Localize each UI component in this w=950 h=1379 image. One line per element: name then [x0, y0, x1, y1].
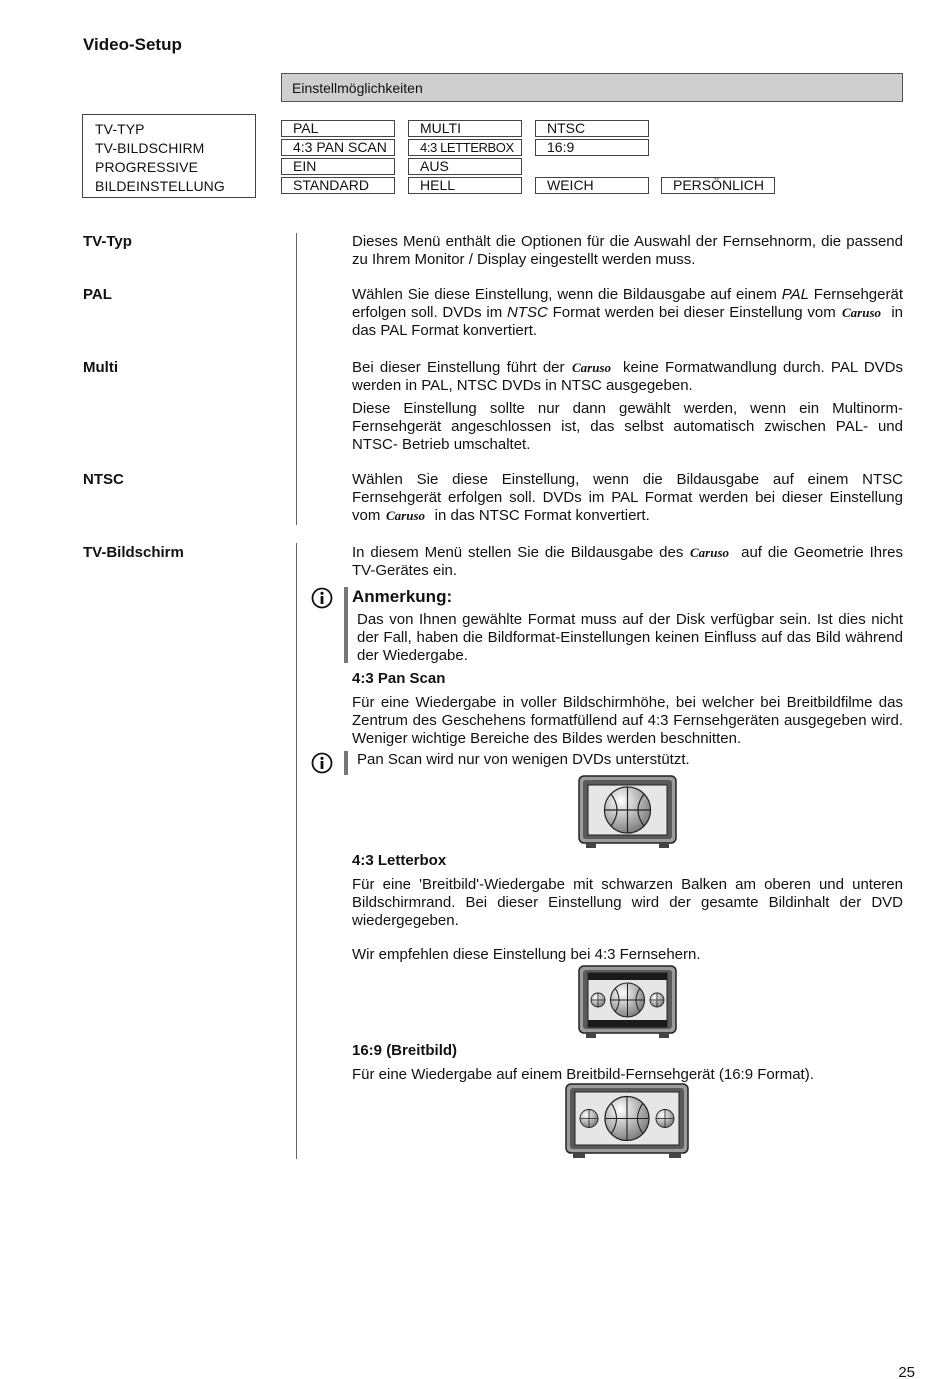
pan-scan-description: Für eine Wiedergabe in voller Bildschirmhöhe, bei welcher bei Breitbildfilme das Zentrum des Geschehens formatfüllend auf 4:3 Fernsehgeräten ausgegeben wird. Weniger wichtige Bereiche des Bildes werden beschnitten.: [352, 694, 903, 747]
note-bar: [344, 587, 348, 663]
option-standard: STANDARD: [281, 177, 395, 194]
svg-text:Caruso: Caruso: [841, 306, 881, 320]
option-ein: EIN: [281, 158, 395, 175]
note-text: Das von Ihnen gewählte Format muss auf der Disk verfügbar sein. Ist dies nicht der Fall, haben die Bildformat-Einstellungen keinen Einfluss auf das Bild während der Wiedergabe.: [357, 611, 903, 664]
ntsc-description: Wählen Sie diese Einstellung, wenn die Bildausgabe auf einem NTSC Fernsehgerät erfolgen soll. DVDs im PAL Format werden bei dieser Einstellung vom Caruso in das NTSC Format konvertiert.: [352, 471, 903, 524]
pan-scan-heading: 4:3 Pan Scan: [352, 670, 446, 687]
letterbox-description: Für eine 'Breitbild'-Wiedergabe mit schwarzen Balken am oberen und unteren Bildschirmrand. Bei dieser Einstellung wird der gesamte Bildinhalt der DVD wiedergegeben.: [352, 876, 903, 929]
brand-logo: [689, 546, 735, 560]
letterbox-heading: 4:3 Letterbox: [352, 852, 447, 869]
option-aus: AUS: [408, 158, 522, 175]
brand-logo: [385, 509, 431, 523]
menu-item-bildeinstellung: BILDEINSTELLUNG: [95, 178, 225, 194]
basketball-icon: [605, 1097, 649, 1141]
tv-icon: [578, 965, 677, 1040]
multi-description: Bei dieser Einstellung führt der Caruso keine Formatwandlung durch. PAL DVDs werden in PAL, NTSC DVDs in NTSC ausgegeben.: [352, 359, 904, 394]
wide-heading: 16:9 (Breitbild): [352, 1042, 458, 1059]
tv-icon: [578, 775, 677, 850]
column-divider: [296, 543, 297, 1159]
menu-item-tv-typ: TV-TYP: [95, 121, 145, 137]
info-icon: [311, 587, 333, 609]
section-label-ntsc: NTSC: [83, 471, 124, 488]
svg-text:Caruso: Caruso: [690, 546, 730, 560]
svg-text:Caruso: Caruso: [385, 509, 425, 523]
tv-icon: [565, 1083, 689, 1160]
wide-description: Für eine Wiedergabe auf einem Breitbild-Fernsehgerät (16:9 Format).: [352, 1066, 814, 1083]
svg-text:Caruso: Caruso: [571, 361, 611, 375]
basketball-icon: [591, 993, 605, 1007]
option-persoenlich: PERSÖNLICH: [661, 177, 775, 194]
multi-description-2: Diese Einstellung sollte nur dann gewählt werden, wenn ein Multinorm-Fernsehgerät angeschlossen ist, das selbst automatisch zwischen PAL- und NTSC- Betrieb umschaltet.: [352, 400, 903, 453]
tv-bildschirm-description: In diesem Menü stellen Sie die Bildausgabe des Caruso auf die Geometrie Ihres TV-Gerätes ein.: [352, 544, 903, 579]
info-icon: [311, 752, 333, 774]
option-pan-scan: 4:3 PAN SCAN: [281, 139, 395, 156]
basketball-icon: [605, 787, 651, 833]
brand-logo: [571, 361, 617, 375]
menu-list: [82, 114, 256, 198]
note-bar: [344, 751, 348, 775]
column-divider: [296, 233, 297, 525]
pal-description: Wählen Sie diese Einstellung, wenn die Bildausgabe auf einem PAL Fernsehgerät erfolgen soll. DVDs im NTSC Format werden bei dieser Einstellung vom Caruso in das PAL Format konvertiert.: [352, 286, 903, 339]
letterbox-recommendation: Wir empfehlen diese Einstellung bei 4:3 Fernsehern.: [352, 946, 701, 963]
section-label-multi: Multi: [83, 359, 118, 376]
menu-item-progressive: PROGRESSIVE: [95, 159, 199, 175]
option-hell: HELL: [408, 177, 522, 194]
option-multi: MULTI: [408, 120, 522, 137]
option-16-9: 16:9: [535, 139, 649, 156]
page-title: Video-Setup: [83, 35, 182, 54]
option-weich: WEICH: [535, 177, 649, 194]
basketball-icon: [580, 1110, 598, 1128]
basketball-icon: [611, 983, 645, 1017]
option-pal: PAL: [281, 120, 395, 137]
section-label-tv-bildschirm: TV-Bildschirm: [83, 544, 184, 561]
note-heading: Anmerkung:: [352, 587, 453, 606]
section-label-tv-typ: TV-Typ: [83, 233, 132, 250]
page-number: 25: [898, 1364, 915, 1379]
menu-item-tv-bildschirm: TV-BILDSCHIRM: [95, 140, 205, 156]
basketball-icon: [650, 993, 664, 1007]
brand-logo: [841, 306, 887, 320]
tv-typ-description: Dieses Menü enthält die Optionen für die Auswahl der Fernsehnorm, die passend zu Ihrem Monitor / Display eingestellt werden muss.: [352, 233, 903, 268]
option-letterbox: 4:3 LETTERBOX: [408, 139, 522, 156]
pan-scan-note: Pan Scan wird nur von wenigen DVDs unterstützt.: [357, 751, 690, 768]
section-label-pal: PAL: [83, 286, 112, 303]
options-header: Einstellmöglichkeiten: [281, 73, 903, 102]
option-ntsc: NTSC: [535, 120, 649, 137]
basketball-icon: [656, 1110, 674, 1128]
